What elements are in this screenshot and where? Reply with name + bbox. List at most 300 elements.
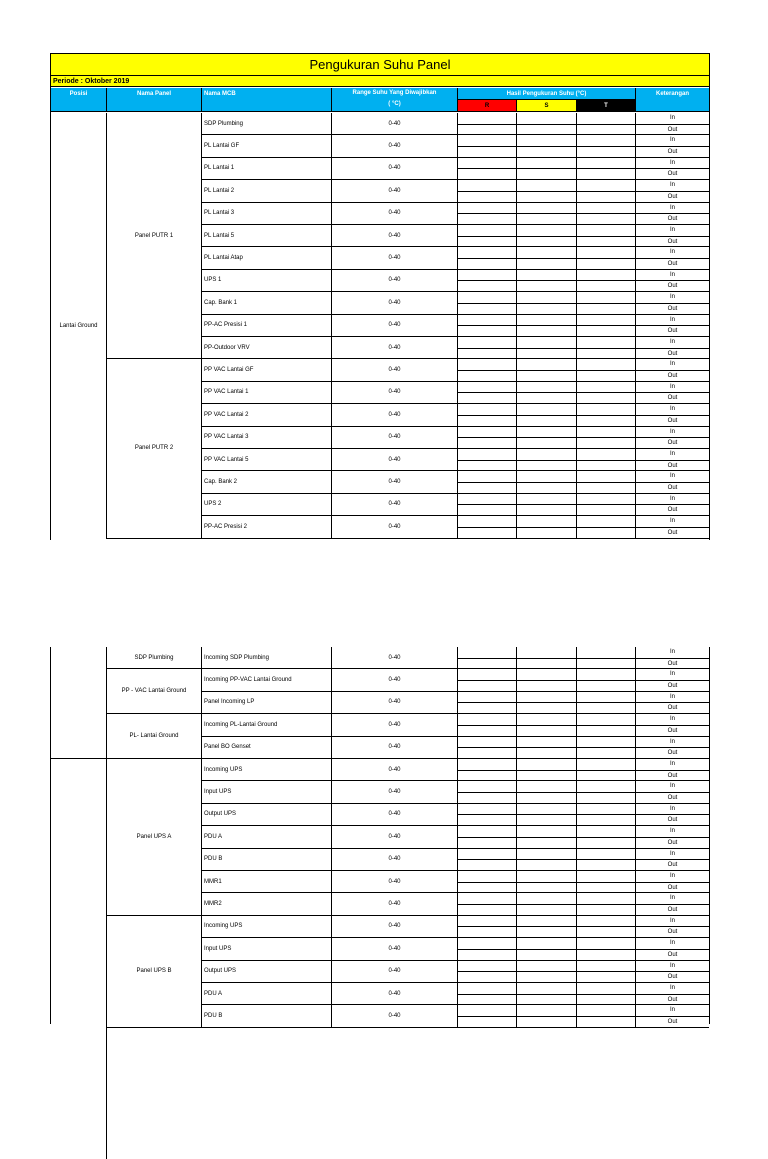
keterangan-cell bbox=[636, 494, 709, 516]
sheet-title: Pengukuran Suhu Panel bbox=[51, 54, 709, 76]
measurement-t-cell[interactable] bbox=[577, 669, 636, 691]
cell-divider bbox=[577, 882, 635, 883]
cell-divider bbox=[577, 191, 635, 192]
cell-divider bbox=[517, 124, 576, 125]
cell-divider bbox=[517, 258, 576, 259]
panel-name-cell bbox=[107, 359, 202, 538]
in-label: In bbox=[669, 518, 675, 525]
cell-divider bbox=[577, 859, 635, 860]
cell-text: 0-40 bbox=[388, 389, 401, 396]
range-cell bbox=[332, 916, 458, 938]
cell-divider bbox=[458, 213, 516, 214]
cell-divider bbox=[458, 168, 516, 169]
out-label: Out bbox=[636, 747, 709, 759]
measurement-r-cell[interactable] bbox=[458, 871, 517, 893]
measurement-r-cell[interactable] bbox=[458, 916, 517, 938]
cell-divider bbox=[577, 460, 635, 461]
measurement-s-cell[interactable] bbox=[517, 247, 577, 269]
measurement-t-cell[interactable] bbox=[577, 203, 636, 225]
mcb-name-cell bbox=[202, 471, 332, 493]
measurement-t-cell[interactable] bbox=[577, 135, 636, 157]
cell-text: SDP Plumbing bbox=[134, 654, 174, 661]
keterangan-cell bbox=[636, 849, 709, 871]
cell-divider bbox=[458, 680, 516, 681]
cell-text: Panel UPS B bbox=[136, 968, 172, 975]
cell-text: Panel Incoming LP bbox=[204, 699, 255, 706]
cell-divider bbox=[517, 191, 576, 192]
range-cell bbox=[332, 225, 458, 247]
cell-divider bbox=[458, 792, 516, 793]
cell-text: PP VAC Lantai 3 bbox=[204, 434, 249, 441]
cell-divider bbox=[458, 859, 516, 860]
measurement-t-cell[interactable] bbox=[577, 983, 636, 1005]
cell-text: 0-40 bbox=[388, 833, 401, 840]
measurement-s-cell[interactable] bbox=[517, 113, 577, 135]
cell-text: PP - VAC Lantai Ground bbox=[121, 688, 187, 695]
cell-text: 0-40 bbox=[388, 299, 401, 306]
cell-text: 0-40 bbox=[388, 923, 401, 930]
mcb-name-cell bbox=[202, 692, 332, 714]
cell-text: PL Lantai GF bbox=[204, 143, 240, 150]
cell-text: 0-40 bbox=[388, 322, 401, 329]
cell-divider bbox=[458, 236, 516, 237]
measurement-t-cell[interactable] bbox=[577, 938, 636, 960]
measurement-r-cell[interactable] bbox=[458, 893, 517, 915]
periode-label: Periode : Oktober 2019 bbox=[51, 76, 709, 87]
measurement-s-cell[interactable] bbox=[517, 692, 577, 714]
out-label: Out bbox=[636, 702, 709, 714]
cell-text: PL Lantai 5 bbox=[204, 232, 235, 239]
header-posisi: Posisi bbox=[51, 88, 107, 112]
cell-divider bbox=[458, 527, 516, 528]
cell-text: Input UPS bbox=[204, 789, 232, 796]
in-label: In bbox=[669, 137, 675, 144]
cell-text: PP VAC Lantai 2 bbox=[204, 411, 249, 418]
measurement-t-cell[interactable] bbox=[577, 292, 636, 314]
measurement-s-cell[interactable] bbox=[517, 225, 577, 247]
measurement-r-cell[interactable] bbox=[458, 938, 517, 960]
range-cell bbox=[332, 158, 458, 180]
in-label: In bbox=[669, 716, 675, 723]
keterangan-cell bbox=[636, 158, 709, 180]
cell-text: 0-40 bbox=[388, 255, 401, 262]
cell-text: PP VAC Lantai GF bbox=[204, 367, 254, 374]
measurement-r-cell[interactable] bbox=[458, 449, 517, 471]
keterangan-cell bbox=[636, 759, 709, 781]
measurement-r-cell[interactable] bbox=[458, 961, 517, 983]
header-s: S bbox=[517, 100, 577, 112]
measurement-r-cell[interactable] bbox=[458, 669, 517, 691]
cell-divider bbox=[517, 437, 576, 438]
cell-text: PP VAC Lantai 1 bbox=[204, 389, 249, 396]
cell-divider bbox=[458, 949, 516, 950]
measurement-s-cell[interactable] bbox=[517, 337, 577, 359]
range-cell bbox=[332, 135, 458, 157]
measurement-r-cell[interactable] bbox=[458, 315, 517, 337]
cell-text: 0-40 bbox=[388, 901, 401, 908]
keterangan-cell bbox=[636, 781, 709, 803]
mcb-name-cell bbox=[202, 871, 332, 893]
out-label: Out bbox=[636, 258, 709, 270]
mcb-name-cell bbox=[202, 916, 332, 938]
cell-divider bbox=[517, 325, 576, 326]
measurement-r-cell[interactable] bbox=[458, 471, 517, 493]
cell-text: 0-40 bbox=[388, 456, 401, 463]
mcb-name-cell bbox=[202, 113, 332, 135]
measurement-s-cell[interactable] bbox=[517, 494, 577, 516]
panel-name-cell bbox=[107, 759, 202, 916]
cell-divider bbox=[577, 904, 635, 905]
cell-divider bbox=[458, 725, 516, 726]
measurement-s-cell[interactable] bbox=[517, 404, 577, 426]
in-label: In bbox=[669, 316, 675, 323]
mcb-name-cell bbox=[202, 292, 332, 314]
cell-text: 0-40 bbox=[388, 1013, 401, 1020]
measurement-r-cell[interactable] bbox=[458, 135, 517, 157]
measurement-r-cell[interactable] bbox=[458, 404, 517, 426]
measurement-t-cell[interactable] bbox=[577, 826, 636, 848]
measurement-r-cell[interactable] bbox=[458, 337, 517, 359]
measurement-r-cell[interactable] bbox=[458, 113, 517, 135]
out-label: Out bbox=[636, 971, 709, 983]
measurement-t-cell[interactable] bbox=[577, 382, 636, 404]
out-label: Out bbox=[636, 658, 709, 670]
cell-divider bbox=[577, 213, 635, 214]
keterangan-cell bbox=[636, 737, 709, 759]
cell-divider bbox=[458, 460, 516, 461]
out-label: Out bbox=[636, 124, 709, 136]
measurement-r-cell[interactable] bbox=[458, 494, 517, 516]
measurement-t-cell[interactable] bbox=[577, 849, 636, 871]
measurement-s-cell[interactable] bbox=[517, 849, 577, 871]
keterangan-cell bbox=[636, 826, 709, 848]
measurement-s-cell[interactable] bbox=[517, 449, 577, 471]
cell-divider bbox=[577, 725, 635, 726]
in-label: In bbox=[669, 962, 675, 969]
range-cell bbox=[332, 292, 458, 314]
measurement-s-cell[interactable] bbox=[517, 714, 577, 736]
cell-text: PL Lantai 1 bbox=[204, 165, 235, 172]
measurement-s-cell[interactable] bbox=[517, 180, 577, 202]
cell-divider bbox=[577, 415, 635, 416]
keterangan-cell bbox=[636, 669, 709, 691]
cell-text: 0-40 bbox=[388, 165, 401, 172]
measurement-r-cell[interactable] bbox=[458, 292, 517, 314]
measurement-s-cell[interactable] bbox=[517, 871, 577, 893]
cell-text: 0-40 bbox=[388, 744, 401, 751]
measurement-t-cell[interactable] bbox=[577, 647, 636, 669]
in-label: In bbox=[669, 850, 675, 857]
measurement-r-cell[interactable] bbox=[458, 359, 517, 381]
cell-divider bbox=[517, 658, 576, 659]
measurement-r-cell[interactable] bbox=[458, 714, 517, 736]
cell-divider bbox=[577, 482, 635, 483]
sheet-page-2 bbox=[50, 647, 710, 1024]
measurement-t-cell[interactable] bbox=[577, 737, 636, 759]
out-label: Out bbox=[636, 348, 709, 360]
in-label: In bbox=[669, 693, 675, 700]
measurement-t-cell[interactable] bbox=[577, 270, 636, 292]
cell-divider bbox=[458, 994, 516, 995]
out-label: Out bbox=[636, 792, 709, 804]
cell-text: 0-40 bbox=[388, 789, 401, 796]
cell-divider bbox=[577, 770, 635, 771]
measurement-s-cell[interactable] bbox=[517, 292, 577, 314]
mcb-name-cell bbox=[202, 781, 332, 803]
measurement-t-cell[interactable] bbox=[577, 961, 636, 983]
measurement-t-cell[interactable] bbox=[577, 113, 636, 135]
measurement-r-cell[interactable] bbox=[458, 203, 517, 225]
cell-text: 0-40 bbox=[388, 856, 401, 863]
measurement-s-cell[interactable] bbox=[517, 158, 577, 180]
out-label: Out bbox=[636, 770, 709, 782]
measurement-t-cell[interactable] bbox=[577, 871, 636, 893]
range-cell bbox=[332, 961, 458, 983]
cell-divider bbox=[458, 348, 516, 349]
range-cell bbox=[332, 337, 458, 359]
in-label: In bbox=[669, 940, 675, 947]
measurement-t-cell[interactable] bbox=[577, 337, 636, 359]
measurement-s-cell[interactable] bbox=[517, 804, 577, 826]
cell-divider bbox=[517, 146, 576, 147]
in-label: In bbox=[669, 271, 675, 278]
in-label: In bbox=[669, 761, 675, 767]
out-label: Out bbox=[636, 236, 709, 248]
measurement-s-cell[interactable] bbox=[517, 983, 577, 1005]
cell-divider bbox=[517, 994, 576, 995]
measurement-r-cell[interactable] bbox=[458, 781, 517, 803]
keterangan-cell bbox=[636, 427, 709, 449]
mcb-name-cell bbox=[202, 158, 332, 180]
cell-text: PP VAC Lantai 5 bbox=[204, 456, 249, 463]
measurement-t-cell[interactable] bbox=[577, 1005, 636, 1027]
measurement-t-cell[interactable] bbox=[577, 359, 636, 381]
range-cell bbox=[332, 471, 458, 493]
panel-name-cell bbox=[107, 669, 202, 714]
measurement-t-cell[interactable] bbox=[577, 781, 636, 803]
mcb-name-cell bbox=[202, 983, 332, 1005]
measurement-s-cell[interactable] bbox=[517, 781, 577, 803]
measurement-t-cell[interactable] bbox=[577, 714, 636, 736]
measurement-t-cell[interactable] bbox=[577, 692, 636, 714]
keterangan-cell bbox=[636, 916, 709, 938]
measurement-r-cell[interactable] bbox=[458, 427, 517, 449]
keterangan-cell bbox=[636, 404, 709, 426]
in-label: In bbox=[669, 873, 675, 879]
measurement-t-cell[interactable] bbox=[577, 225, 636, 247]
cell-divider bbox=[458, 1016, 516, 1017]
cell-text: 0-40 bbox=[388, 434, 401, 441]
out-label: Out bbox=[636, 460, 709, 472]
measurement-r-cell[interactable] bbox=[458, 849, 517, 871]
measurement-s-cell[interactable] bbox=[517, 893, 577, 915]
measurement-s-cell[interactable] bbox=[517, 759, 577, 781]
measurement-r-cell[interactable] bbox=[458, 737, 517, 759]
mcb-name-cell bbox=[202, 180, 332, 202]
measurement-r-cell[interactable] bbox=[458, 516, 517, 538]
out-label: Out bbox=[636, 926, 709, 938]
cell-text: 0-40 bbox=[388, 210, 401, 217]
cell-text: MMR1 bbox=[204, 878, 222, 885]
cell-divider bbox=[517, 1016, 576, 1017]
measurement-s-cell[interactable] bbox=[517, 315, 577, 337]
measurement-r-cell[interactable] bbox=[458, 647, 517, 669]
range-cell bbox=[332, 647, 458, 669]
measurement-s-cell[interactable] bbox=[517, 1005, 577, 1027]
measurement-r-cell[interactable] bbox=[458, 1005, 517, 1027]
cell-text: PDU A bbox=[204, 833, 223, 840]
measurement-s-cell[interactable] bbox=[517, 516, 577, 538]
cell-divider bbox=[577, 124, 635, 125]
keterangan-cell bbox=[636, 647, 709, 669]
measurement-s-cell[interactable] bbox=[517, 427, 577, 449]
out-label: Out bbox=[636, 325, 709, 337]
out-label: Out bbox=[636, 882, 709, 894]
cell-divider bbox=[458, 882, 516, 883]
cell-text: 0-40 bbox=[388, 721, 401, 728]
measurement-t-cell[interactable] bbox=[577, 427, 636, 449]
range-cell bbox=[332, 494, 458, 516]
measurement-s-cell[interactable] bbox=[517, 647, 577, 669]
cell-divider bbox=[577, 370, 635, 371]
measurement-s-cell[interactable] bbox=[517, 916, 577, 938]
measurement-r-cell[interactable] bbox=[458, 759, 517, 781]
cell-text: PDU B bbox=[204, 856, 223, 863]
measurement-s-cell[interactable] bbox=[517, 270, 577, 292]
cell-divider bbox=[458, 702, 516, 703]
cell-text: Input UPS bbox=[204, 945, 232, 952]
measurement-s-cell[interactable] bbox=[517, 203, 577, 225]
measurement-t-cell[interactable] bbox=[577, 804, 636, 826]
cell-text: PL Lantai 2 bbox=[204, 187, 235, 194]
measurement-r-cell[interactable] bbox=[458, 180, 517, 202]
measurement-s-cell[interactable] bbox=[517, 938, 577, 960]
range-cell bbox=[332, 427, 458, 449]
keterangan-cell bbox=[636, 247, 709, 269]
cell-divider bbox=[517, 926, 576, 927]
cell-text: PDU B bbox=[204, 1013, 223, 1020]
keterangan-cell bbox=[636, 449, 709, 471]
cell-divider bbox=[517, 814, 576, 815]
range-cell bbox=[332, 893, 458, 915]
range-cell bbox=[332, 247, 458, 269]
range-cell bbox=[332, 692, 458, 714]
in-label: In bbox=[669, 227, 675, 233]
range-cell bbox=[332, 781, 458, 803]
mcb-name-cell bbox=[202, 1005, 332, 1027]
cell-text: 0-40 bbox=[388, 968, 401, 975]
cell-text: Panel PUTR 2 bbox=[134, 445, 174, 452]
cell-divider bbox=[577, 949, 635, 950]
cell-divider bbox=[458, 926, 516, 927]
cell-divider bbox=[517, 904, 576, 905]
cell-divider bbox=[577, 325, 635, 326]
cell-text: Incoming PP-VAC Lantai Ground bbox=[204, 677, 292, 684]
measurement-r-cell[interactable] bbox=[458, 225, 517, 247]
measurement-s-cell[interactable] bbox=[517, 737, 577, 759]
in-label: In bbox=[669, 473, 675, 480]
cell-text: UPS 1 bbox=[204, 277, 222, 284]
in-label: In bbox=[669, 828, 675, 835]
measurement-t-cell[interactable] bbox=[577, 315, 636, 337]
out-label: Out bbox=[636, 1016, 709, 1028]
measurement-s-cell[interactable] bbox=[517, 471, 577, 493]
in-label: In bbox=[669, 805, 675, 812]
measurement-t-cell[interactable] bbox=[577, 404, 636, 426]
out-label: Out bbox=[636, 904, 709, 916]
out-label: Out bbox=[636, 437, 709, 449]
measurement-t-cell[interactable] bbox=[577, 158, 636, 180]
measurement-s-cell[interactable] bbox=[517, 961, 577, 983]
mcb-name-cell bbox=[202, 337, 332, 359]
cell-divider bbox=[458, 482, 516, 483]
measurement-t-cell[interactable] bbox=[577, 916, 636, 938]
measurement-r-cell[interactable] bbox=[458, 382, 517, 404]
mcb-name-cell bbox=[202, 270, 332, 292]
cell-divider bbox=[517, 527, 576, 528]
range-cell bbox=[332, 382, 458, 404]
measurement-s-cell[interactable] bbox=[517, 359, 577, 381]
out-label: Out bbox=[636, 814, 709, 826]
measurement-r-cell[interactable] bbox=[458, 826, 517, 848]
panel-name-cell bbox=[107, 647, 202, 669]
measurement-r-cell[interactable] bbox=[458, 270, 517, 292]
keterangan-cell bbox=[636, 1005, 709, 1027]
measurement-s-cell[interactable] bbox=[517, 382, 577, 404]
mcb-name-cell bbox=[202, 359, 332, 381]
measurement-t-cell[interactable] bbox=[577, 180, 636, 202]
measurement-t-cell[interactable] bbox=[577, 759, 636, 781]
range-cell bbox=[332, 826, 458, 848]
cell-divider bbox=[517, 482, 576, 483]
cell-text: Cap. Bank 1 bbox=[204, 299, 238, 306]
panel-name-cell bbox=[107, 714, 202, 759]
cell-divider bbox=[458, 504, 516, 505]
measurement-s-cell[interactable] bbox=[517, 669, 577, 691]
measurement-t-cell[interactable] bbox=[577, 516, 636, 538]
cell-divider bbox=[577, 747, 635, 748]
cell-divider bbox=[517, 348, 576, 349]
keterangan-cell bbox=[636, 516, 709, 538]
panel-name-cell bbox=[107, 916, 202, 1028]
in-label: In bbox=[669, 294, 675, 301]
measurement-t-cell[interactable] bbox=[577, 471, 636, 493]
measurement-r-cell[interactable] bbox=[458, 804, 517, 826]
measurement-t-cell[interactable] bbox=[577, 494, 636, 516]
measurement-t-cell[interactable] bbox=[577, 893, 636, 915]
cell-divider bbox=[517, 747, 576, 748]
measurement-t-cell[interactable] bbox=[577, 247, 636, 269]
header-range: Range Suhu Yang Diwajibkan ( °C) bbox=[332, 88, 458, 112]
measurement-r-cell[interactable] bbox=[458, 692, 517, 714]
in-label: In bbox=[669, 383, 675, 390]
measurement-s-cell[interactable] bbox=[517, 135, 577, 157]
measurement-t-cell[interactable] bbox=[577, 449, 636, 471]
measurement-r-cell[interactable] bbox=[458, 247, 517, 269]
cell-divider bbox=[577, 303, 635, 304]
measurement-r-cell[interactable] bbox=[458, 983, 517, 1005]
cell-divider bbox=[517, 680, 576, 681]
cell-divider bbox=[458, 258, 516, 259]
cell-divider bbox=[458, 814, 516, 815]
cell-text: 0-40 bbox=[388, 187, 401, 194]
measurement-r-cell[interactable] bbox=[458, 158, 517, 180]
cell-divider bbox=[517, 504, 576, 505]
mcb-name-cell bbox=[202, 893, 332, 915]
measurement-s-cell[interactable] bbox=[517, 826, 577, 848]
cell-text: PDU A bbox=[204, 990, 223, 997]
cell-divider bbox=[577, 837, 635, 838]
